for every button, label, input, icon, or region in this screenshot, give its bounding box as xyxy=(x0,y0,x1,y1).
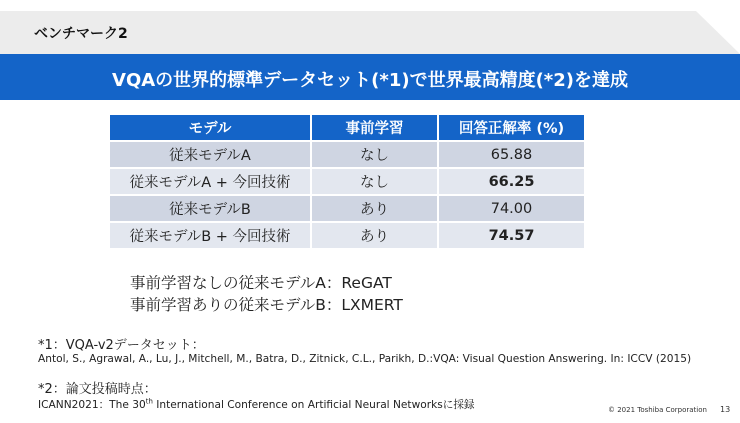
table-header-row xyxy=(109,114,585,141)
cell-model: 従来モデルB + 今回技術 xyxy=(109,222,311,249)
cell-model: 従来モデルB xyxy=(109,195,311,222)
note-model-b: 事前学習ありの従来モデルB：LXMERT xyxy=(130,296,403,314)
cell-accuracy: 74.57 xyxy=(438,222,585,249)
cell-accuracy: 74.00 xyxy=(438,195,585,222)
section-label: ベンチマーク2 xyxy=(34,26,128,42)
headline: VQAの世界的標準データセット(*1)で世界最高精度(*2)を達成 xyxy=(112,70,628,91)
footnote-2-ordinal: th xyxy=(145,397,153,406)
cell-pretraining: なし xyxy=(311,168,438,195)
header-corner-decoration xyxy=(696,11,740,54)
note-model-a: 事前学習なしの従来モデルA：ReGAT xyxy=(130,274,392,292)
cell-model: 従来モデルA xyxy=(109,141,311,168)
model-notes xyxy=(130,272,403,316)
table-row xyxy=(109,168,585,195)
footnote-1-citation: Antol, S., Agrawal, A., Lu, J., Mitchell, M., Batra, D., Zitnick, C.L., Parikh, D.:VQA: Visual Question Answering. In: ICCV (2015) xyxy=(38,353,692,365)
footnote-2-title: *2：論文投稿時点： xyxy=(38,382,157,397)
copyright: © 2021 Toshiba Corporation xyxy=(608,406,707,414)
cell-accuracy: 65.88 xyxy=(438,141,585,168)
column-header-accuracy: 回答正解率 (%) xyxy=(438,114,585,141)
cell-pretraining: なし xyxy=(311,141,438,168)
footnote-1-title: *1：VQA-v2データセット： xyxy=(38,338,205,353)
results-table xyxy=(108,113,586,250)
cell-pretraining: あり xyxy=(311,195,438,222)
cell-pretraining: あり xyxy=(311,222,438,249)
footnote-2-text-pre: ICANN2021：The 30 xyxy=(38,399,146,411)
column-header-model: モデル xyxy=(109,114,311,141)
table-row xyxy=(109,195,585,222)
footnote-2-text-post: International Conference on Artificial Neural Networksに採録 xyxy=(152,399,475,411)
page-number: 13 xyxy=(720,405,731,414)
table-row xyxy=(109,141,585,168)
cell-accuracy: 66.25 xyxy=(438,168,585,195)
column-header-pretraining: 事前学習 xyxy=(311,114,438,141)
footnote-2-citation xyxy=(38,397,475,412)
cell-model: 従来モデルA + 今回技術 xyxy=(109,168,311,195)
table-row xyxy=(109,222,585,249)
